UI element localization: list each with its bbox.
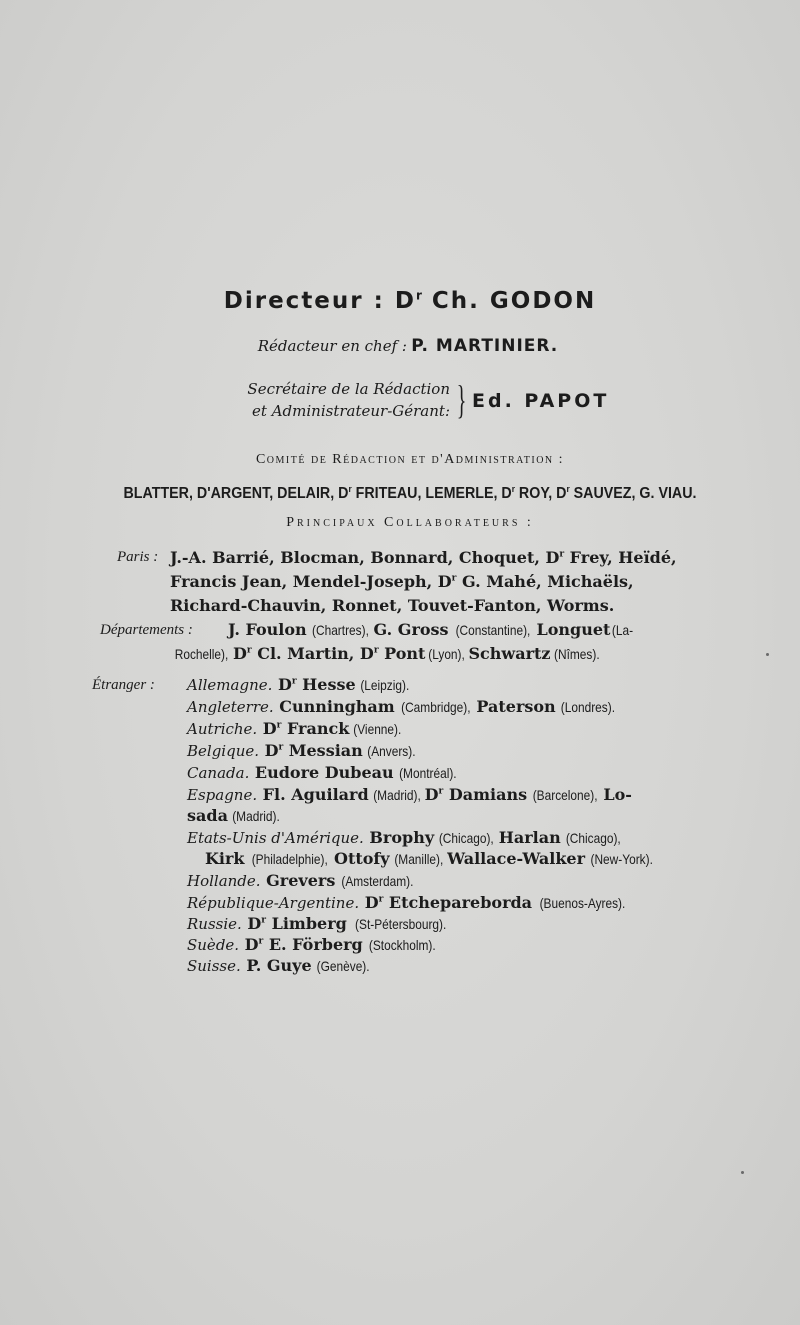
- etranger-espagne-cont: sada(Madrid).: [187, 806, 280, 825]
- secretaire-line2: et Administrateur-Gérant:: [252, 402, 450, 420]
- etranger-label: Étranger :: [92, 677, 155, 693]
- etranger-suisse: Suisse. P. Guye(Genève).: [187, 956, 370, 975]
- secretaire-name: Ed. PAPOT: [472, 390, 610, 412]
- speck-mark: [766, 653, 769, 656]
- etranger-canada: Canada. Eudore Dubeau(Montréal).: [187, 763, 457, 782]
- etranger-espagne: Espagne. Fl. $Aguilard(Madrid),D^r$ Damians(Barcelone),Lo-: [187, 785, 632, 804]
- etranger-russie: Russie. $D^r$ Limberg(St-Pétersbourg).: [187, 914, 447, 933]
- collaborateurs-heading: Principaux Collaborateurs :: [286, 515, 534, 530]
- brace-icon: }: [456, 377, 467, 422]
- directeur-line: [0, 288, 800, 314]
- paris-line3: Richard-Chauvin, Ronnet, Touvet-Fanton, Worms.: [170, 596, 615, 615]
- redacteur-line: [0, 336, 800, 356]
- etranger-etatsunis: Etats-Unis d'Amérique. Brophy(Chicago),Harlan(Chicago),: [187, 828, 621, 847]
- departements-line2: $Rochelle),D^r$ Cl. Martin, $D^r$ Pont(Lyon),Schwartz(Nîmes).: [174, 644, 601, 663]
- paris-label: Paris :: [117, 549, 159, 565]
- etranger-suede: Suède. $D^r$ E. Förberg(Stockholm).: [187, 935, 436, 954]
- secretaire-line1: Secrétaire de la Rédaction: [247, 380, 450, 398]
- speck-mark: [741, 1171, 744, 1174]
- etranger-angleterre: Angleterre. Cunningham(Cambridge),Paterson(Londres).: [187, 697, 615, 716]
- departements-line1: J. Foulon(Chartres),G. Gross(Constantine),Longuet(La-: [228, 620, 634, 639]
- secretaire-block: [200, 378, 660, 438]
- comite-members: BLATTER, D'ARGENT, DELAIR, $D^r$ FRITEAU, LEMERLE, $D^r$ ROY, $D^r$ SAUVEZ, G. VIAU.: [123, 484, 697, 503]
- redacteur-name: P. MARTINIER.: [411, 336, 559, 356]
- directeur-label: Directeur :: [223, 288, 385, 314]
- directeur-title: $D^r$: [394, 288, 422, 314]
- redacteur-label: Rédacteur en chef :: [257, 337, 407, 355]
- paris-line1: J.-A. Barrié, Blocman, Bonnard, Choquet, $D^r$ Frey, Heïdé,: [170, 548, 677, 567]
- etranger-autriche: Autriche. $D^r$ Franck(Vienne).: [187, 719, 402, 738]
- etranger-etatsunis-cont: Kirk(Philadelphie),Ottofy(Manille),Wallace-Walker(New-York).: [205, 849, 653, 868]
- etranger-argentine: République-Argentine. $D^r$ Etchepareborda(Buenos-Ayres).: [187, 893, 626, 912]
- etranger-allemagne: Allemagne. $D^r$ Hesse(Leipzig).: [187, 675, 409, 694]
- etranger-belgique: Belgique. $D^r$ Messian(Anvers).: [187, 741, 416, 760]
- comite-heading: Comité de Rédaction et d'Administration :: [255, 452, 565, 467]
- paris-line2: Francis Jean, Mendel-Joseph, $D^r$ G. Mahé, Michaëls,: [170, 572, 634, 591]
- etranger-hollande: Hollande. Grevers(Amsterdam).: [187, 871, 414, 890]
- directeur-name: Ch. GODON: [431, 288, 597, 314]
- departements-label: Départements :: [100, 622, 193, 638]
